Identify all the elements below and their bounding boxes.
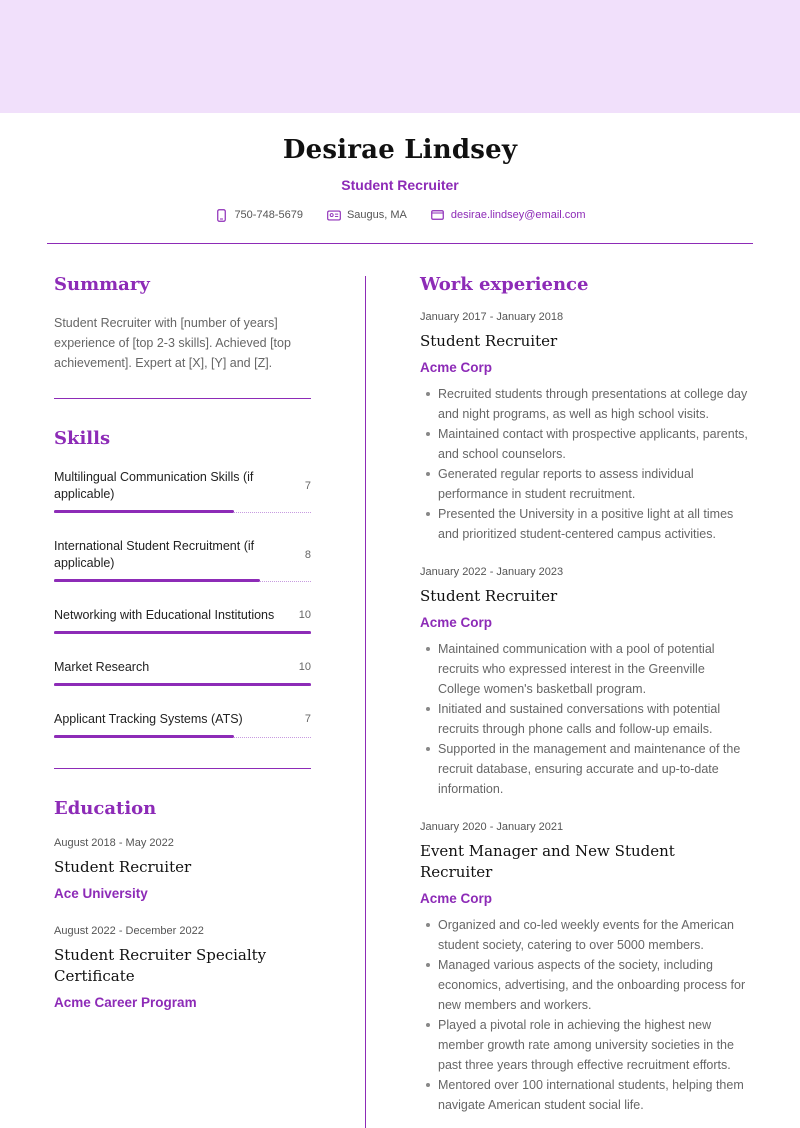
bullet-item: Presented the University in a positive light at all times and prioritized student-centered campus activities. (420, 504, 750, 544)
education-degree: Student Recruiter (54, 858, 192, 876)
header-band (0, 0, 800, 113)
skill-name: Market Research (54, 660, 150, 674)
skills-heading: Skills (54, 428, 111, 449)
contact-phone (214, 209, 303, 221)
work-bullets (420, 915, 750, 1115)
work-bullets (420, 384, 750, 544)
left-column (54, 270, 311, 1010)
bullet-item: Supported in the management and maintenance of the recruit database, ensuring accurate and up-to-date information. (420, 739, 750, 799)
education-school: Ace University (54, 886, 148, 901)
education-entry (54, 837, 311, 901)
education-heading: Education (54, 798, 157, 819)
work-dates: January 2017 - January 2018 (420, 311, 564, 323)
email-link[interactable]: desirae.lindsey@email.com (450, 209, 586, 221)
bullet-item: Organized and co-led weekly events for the American student society, catering to over 5000 members. (420, 915, 750, 955)
column-divider (365, 276, 366, 1128)
section-divider (54, 398, 311, 399)
contact-row (0, 209, 800, 221)
skill-bar (54, 735, 311, 738)
skill-name: Applicant Tracking Systems (ATS) (54, 712, 243, 726)
skill-level: 7 (304, 713, 311, 725)
summary-text: Student Recruiter with [number of years] experience of [top 2-3 skills]. Achieved [top achievement]. Expert at [X], [Y] and [Z]. (54, 316, 291, 370)
skill-bar-fill (54, 735, 234, 738)
work-entry (420, 311, 750, 544)
phone-icon (214, 209, 228, 221)
candidate-title: Student Recruiter (341, 177, 459, 193)
bullet-item: Maintained contact with prospective applicants, parents, and school counselors. (420, 424, 750, 464)
skills-list (54, 469, 311, 738)
bullet-item: Initiated and sustained conversations with potential recruits through phone calls and follow-up emails. (420, 699, 750, 739)
work-company: Acme Corp (420, 615, 493, 630)
work-company: Acme Corp (420, 891, 493, 906)
skill-item (54, 711, 311, 738)
work-company: Acme Corp (420, 360, 493, 375)
skill-item (54, 659, 311, 686)
skill-name: Networking with Educational Institutions (54, 608, 275, 622)
summary-heading: Summary (54, 274, 150, 295)
envelope-icon (431, 209, 445, 221)
candidate-name: Desirae Lindsey (282, 135, 518, 165)
map-card-icon (327, 209, 341, 221)
skill-bar-fill (54, 683, 311, 686)
work-role: Event Manager and New Student Recruiter (420, 842, 675, 881)
work-bullets (420, 639, 750, 799)
work-role: Student Recruiter (420, 332, 558, 350)
education-entry (54, 925, 311, 1010)
skill-item (54, 607, 311, 634)
skill-bar-fill (54, 510, 234, 513)
work-role: Student Recruiter (420, 587, 558, 605)
skill-bar-fill (54, 579, 260, 582)
skill-level: 7 (304, 479, 311, 492)
location-text: Saugus, MA (346, 209, 407, 221)
contact-location (327, 209, 407, 221)
bullet-item: Generated regular reports to assess individual performance in student recruitment. (420, 464, 750, 504)
skill-level: 8 (304, 548, 311, 561)
skill-name: International Student Recruitment (if applicable) (54, 539, 255, 570)
contact-email[interactable] (431, 209, 586, 221)
education-dates: August 2022 - December 2022 (54, 925, 204, 937)
work-entry (420, 821, 750, 1115)
resume-header (0, 113, 800, 221)
skill-bar (54, 579, 311, 582)
skill-bar-fill (54, 631, 311, 634)
skill-bar (54, 510, 311, 513)
bullet-item: Mentored over 100 international students, helping them navigate American student social life. (420, 1075, 750, 1115)
work-dates: January 2022 - January 2023 (420, 566, 564, 578)
education-school: Acme Career Program (54, 995, 197, 1010)
skill-level: 10 (298, 609, 311, 621)
right-column (420, 270, 750, 1115)
bullet-item: Maintained communication with a pool of potential recruits who expressed interest in the Greenville College women's basketball program. (420, 639, 750, 699)
work-dates: January 2020 - January 2021 (420, 821, 564, 833)
skill-item (54, 538, 311, 582)
bullet-item: Played a pivotal role in achieving the highest new member growth rate among university societies in the past three years through effective recruitment efforts. (420, 1015, 750, 1075)
skill-item (54, 469, 311, 513)
header-divider (47, 243, 753, 244)
skill-name: Multilingual Communication Skills (if applicable) (54, 470, 254, 501)
skill-bar (54, 683, 311, 686)
phone-text: 750-748-5679 (234, 209, 303, 221)
work-heading: Work experience (420, 274, 589, 295)
education-dates: August 2018 - May 2022 (54, 837, 174, 849)
education-degree: Student Recruiter Specialty Certificate (54, 946, 267, 985)
work-entry (420, 566, 750, 799)
skill-level: 10 (298, 661, 311, 673)
section-divider (54, 768, 311, 769)
bullet-item: Managed various aspects of the society, including economics, advertising, and the onboarding process for new members and workers. (420, 955, 750, 1015)
skill-bar (54, 631, 311, 634)
bullet-item: Recruited students through presentations at college day and night programs, as well as high school visits. (420, 384, 750, 424)
